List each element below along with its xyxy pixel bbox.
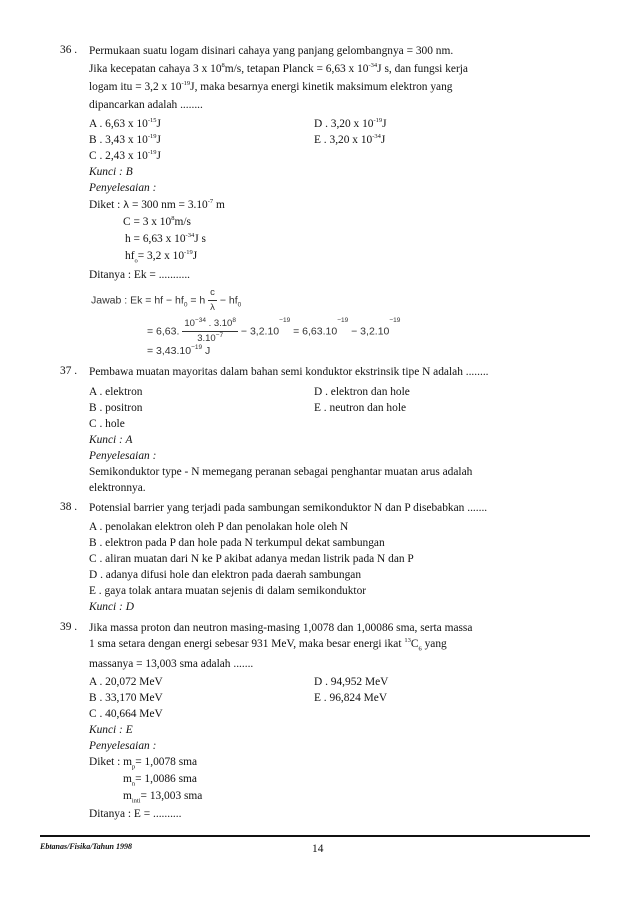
question-text-line: massanya = 13,003 sma adalah ....... [89, 658, 254, 670]
answer-key: Kunci : B [89, 166, 133, 178]
question-number: 37 . [60, 365, 78, 377]
solution-heading: Penyelesaian : [89, 740, 157, 752]
option-d: D . elektron dan hole [314, 386, 410, 398]
solution-heading: Penyelesaian : [89, 450, 157, 462]
option-a: A . 20,072 MeV [89, 676, 163, 688]
question-text-line: dipancarkan adalah ........ [89, 99, 203, 111]
option-d: D . 3,20 x $10^{-19}J$ [314, 117, 387, 130]
solution-equation-1: Jawab : Ek = hf − $hf_0 = h$ $\frac{c}{\lambda}$ − $hf_0$ [91, 287, 242, 313]
option-a: A . penolakan elektron oleh P dan penolakan hole oleh N [89, 521, 349, 533]
answer-key: Kunci : A [89, 434, 133, 446]
given-line: $m_n= 1,0086$ sma [123, 773, 197, 788]
question-number: 36 . [60, 44, 78, 56]
option-e: E . 3,20 x $10^{-34}J$ [314, 133, 386, 146]
option-e: E . neutron dan hole [314, 402, 407, 414]
option-c: C . hole [89, 418, 125, 430]
given-line: $m_{inti}= 13,003$ sma [123, 790, 203, 805]
option-e: E . gaya tolak antara muatan sejenis di dalam semikonduktor [89, 585, 367, 597]
question-text-line: logam itu = 3,2 x $10^{-19}J$, maka besarnya energi kinetik maksimum elektron yang [89, 80, 453, 93]
question-text-line: Jika massa proton dan neutron masing-masing 1,0078 dan 1,00086 sma, serta massa [89, 622, 473, 634]
footer-divider [40, 835, 590, 837]
question-number: 38 . [60, 501, 78, 513]
question-text-line: 1 sma setara dengan energi sebesar 931 MeV, maka besar energi ikat $^{13}C_6$ yang [89, 637, 447, 653]
page-number: 14 [312, 843, 324, 855]
given-line: Diket : $m_p= 1,0078$ sma [89, 756, 198, 771]
solution-text-line: Semikonduktor type - N memegang peranan sebagai penghantar muatan arus adalah [89, 466, 473, 478]
question-text-line: Permukaan suatu logam disinari cahaya yang panjang gelombangnya = 300 nm. [89, 45, 454, 57]
solution-heading: Penyelesaian : [89, 182, 157, 194]
answer-key: Kunci : E [89, 724, 133, 736]
option-b: B . positron [89, 402, 143, 414]
asked-line: Ditanya : Ek = ........... [89, 269, 191, 281]
option-b: B . elektron pada P dan hole pada N terkumpul dekat sambungan [89, 537, 385, 549]
solution-equation-2: = 6,63. $\frac{10^{-34} . 3.10^8}{3.10^{-7}}$ − $3,2.10^{-19} = 6,63.10^{-19} - 3,2.10^{-19}$ [147, 317, 401, 344]
option-c: C . 40,664 MeV [89, 708, 163, 720]
question-text-line: Pembawa muatan mayoritas dalam bahan semi konduktor ekstrinsik tipe N adalah ........ [89, 366, 489, 378]
question-number: 39 . [60, 621, 78, 633]
footer-source: Ebtanas/Fisika/Tahun 1998 [40, 842, 132, 851]
option-c: C . 2,43 x $10^{-19}J$ [89, 149, 161, 162]
option-b: B . 33,170 MeV [89, 692, 163, 704]
solution-text-line: elektronnya. [89, 482, 146, 494]
option-a: A . elektron [89, 386, 143, 398]
solution-equation-3: = $3,43.10^{-19}$ J [147, 344, 211, 357]
question-text-line: Potensial barrier yang terjadi pada sambungan semikonduktor N dan P disebabkan ....... [89, 502, 488, 514]
option-b: B . 3,43 x $10^{-19}J$ [89, 133, 161, 146]
fraction: $\frac{10^{-34} . 3.10^8}{3.10^{-7}}$ [184, 317, 236, 344]
given-line: h = 6,63 x $10^{-34}J$ s [125, 232, 206, 245]
option-d: D . adanya difusi hole dan elektron pada daerah sambungan [89, 569, 362, 581]
option-e: E . 96,824 MeV [314, 692, 388, 704]
given-line: $hf_o= 3,2$ x $10^{-19}J$ [125, 249, 198, 265]
given-line: C = 3 x $10^8m/s$ [123, 215, 191, 228]
option-c: C . aliran muatan dari N ke P akibat adanya medan listrik pada N dan P [89, 553, 414, 565]
question-text-line: Jika kecepatan cahaya 3 x $10^8m/s$, tetapan Planck = 6,63 x $10^{-34}J$ s, dan fungsi kerja [89, 62, 468, 75]
fraction: $\frac{c}{\lambda}$ [210, 287, 215, 313]
asked-line: Ditanya : E = .......... [89, 808, 182, 820]
answer-key: Kunci : D [89, 601, 134, 613]
option-d: D . 94,952 MeV [314, 676, 389, 688]
option-a: A . 6,63 x $10^{-15}J$ [89, 117, 161, 130]
given-line: Diket : λ = 300 nm = $3.10^{-7}$ m [89, 198, 225, 211]
